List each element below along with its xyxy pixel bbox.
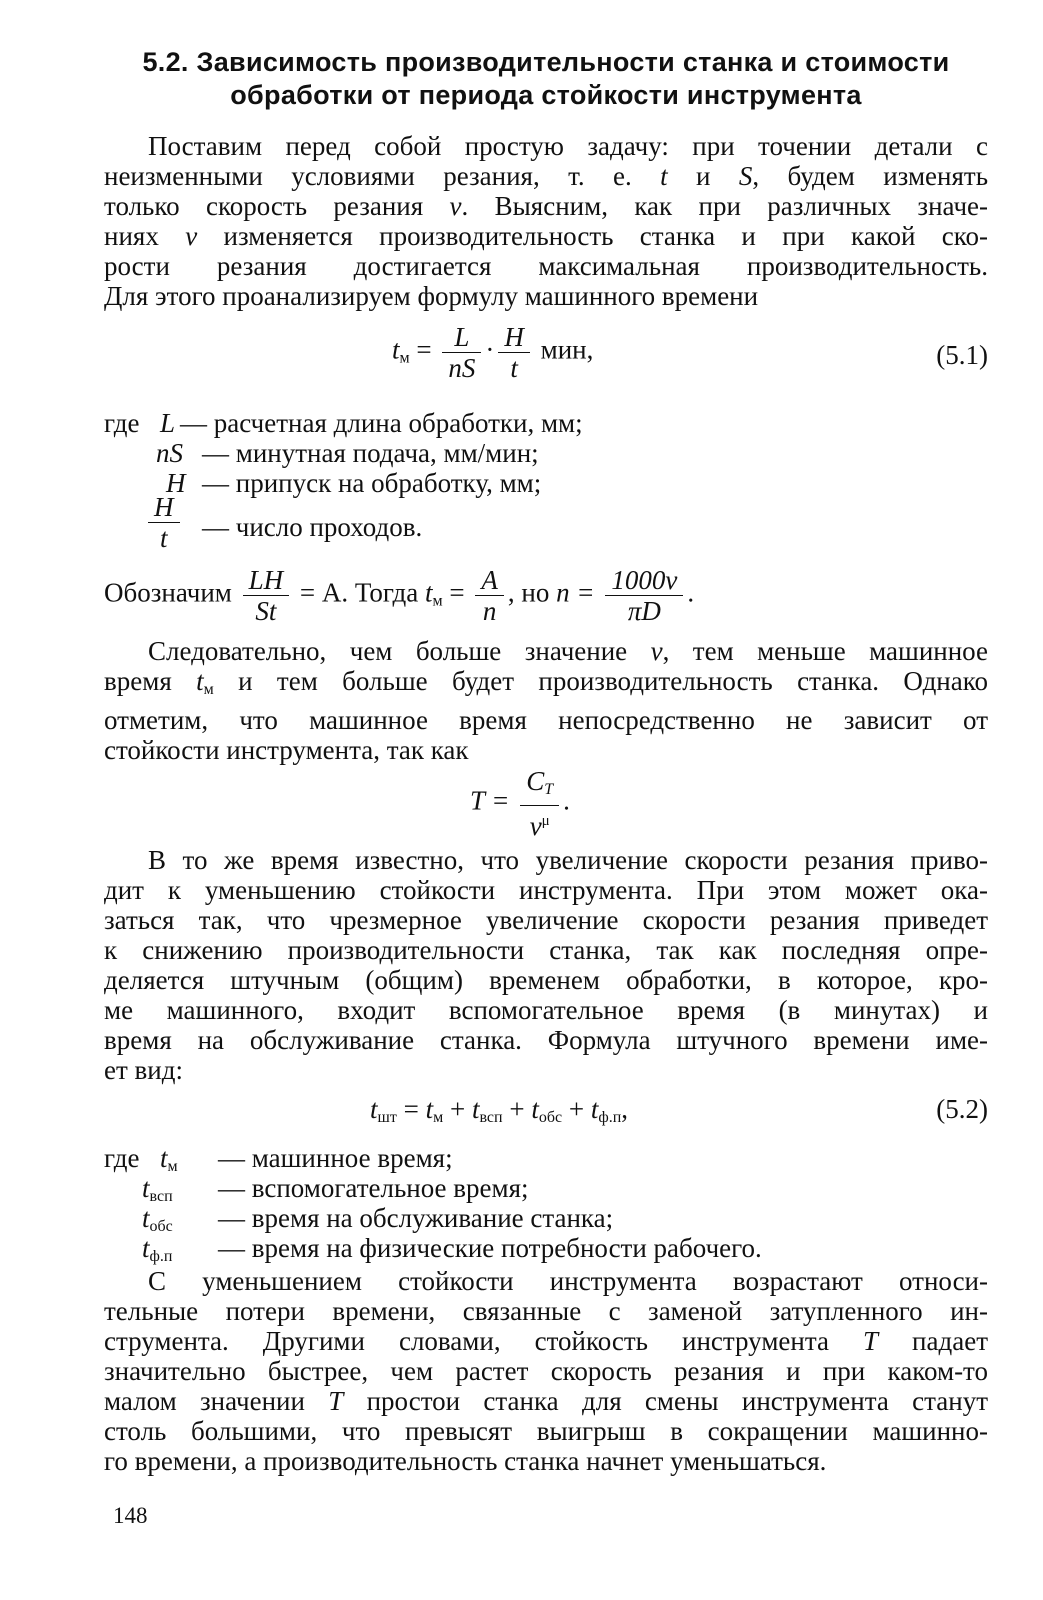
definitions-list-1: где L — расчетная длина обработки, мм; nS — минутная подача, мм/мин; H — припуск на обработку, мм; $\frac{H}{t}$ — число проходов. (104, 408, 583, 553)
definitions-list-2: где $t_м$ — машинное время; $t_{всп}$ — вспомогательное время; $t_{обс}$ — время на обслуживание станка; $t_{ф.п}$ — время на физические потребности рабочего. (104, 1143, 762, 1265)
heading-line-2: обработки от периода стойкости инструмента (230, 80, 862, 110)
paragraph-line: го времени, а производительность станка начнет уменьшаться. (104, 1446, 827, 1476)
paragraph-line: неизменными условиями резания, т. е. t и S, будем изменять (104, 161, 989, 191)
paragraph-line: Поставим перед собой простую задачу: при точении детали с (148, 131, 988, 161)
paragraph-3 (104, 845, 988, 1085)
paragraph-line: время на обслуживание станка. Формула штучного времени име- (104, 1025, 988, 1055)
paragraph-line: столь большими, что превысят выигрыш в сокращении машинно- (104, 1416, 988, 1446)
formula-tool-life: T = $\frac{C_T}{v^\mu}$ . (470, 766, 570, 841)
notation-line: Обозначим $\frac{LH}{St}$ = A. Тогда $t_м$ = $\frac{A}{n}$ , но n = $\frac{1000v}{\pi D}$ . (104, 565, 695, 626)
formula-5-2: $t_{шт} = t_м + t_{всп} + t_{обс} + t_{ф.п}$, (370, 1094, 629, 1126)
paragraph-line: малом значении T простои станка для смены инструмента станут (104, 1386, 988, 1416)
page-number: 148 (113, 1503, 148, 1528)
paragraph-line: Следовательно, чем больше значение v, тем меньше машинное (148, 636, 988, 666)
paragraph-line: время $t_м$ и тем больше будет производительность станка. Однако (104, 666, 988, 698)
equation-number-5-2: (5.2) (936, 1094, 988, 1124)
heading-line-1: 5.2. Зависимость производительности станка и стоимости (142, 47, 950, 77)
paragraph-2 (104, 636, 988, 765)
paragraph-line: дит к уменьшению стойкости инструмента. При этом может ока- (104, 875, 988, 905)
paragraph-line: заться так, что чрезмерное увеличение скорости резания приведет (104, 905, 988, 935)
paragraph-line: рости резания достигается максимальная производительность. (104, 251, 988, 281)
equation-number-5-1: (5.1) (936, 340, 988, 370)
paragraph-line: значительно быстрее, чем растет скорость резания и при каком-то (104, 1356, 988, 1386)
paragraph-line: В то же время известно, что увеличение скорости резания приво- (148, 845, 988, 875)
paragraph-line: стойкости инструмента, так как (104, 735, 469, 765)
paragraph-line: Для этого проанализируем формулу машинного времени (104, 281, 759, 311)
paragraph-line: отметим, что машинное время непосредственно не зависит от (104, 705, 988, 735)
paragraph-4 (104, 1266, 988, 1476)
section-heading (104, 46, 988, 112)
paragraph-line: только скорость резания v. Выясним, как при различных значе- (104, 191, 988, 221)
paragraph-line: С уменьшением стойкости инструмента возрастают относи- (148, 1266, 988, 1296)
paragraph-line: ме машинного, входит вспомогательное время (в минутах) и (104, 995, 988, 1025)
formula-5-1: $t_м$ = $\frac{L}{nS}$ · $\frac{H}{t}$ мин, (392, 322, 594, 383)
paragraph-line: к снижению производительности станка, так как последняя опре- (104, 935, 988, 965)
paragraph-line: струмента. Другими словами, стойкость инструмента T падает (104, 1326, 988, 1356)
paragraph-line: деляется штучным (общим) временем обработки, в которое, кро- (104, 965, 988, 995)
paragraph-line: тельные потери времени, связанные с заменой затупленного ин- (104, 1296, 988, 1326)
paragraph-line: ниях v изменяется производительность станка и при какой ско- (104, 221, 988, 251)
paragraph-1 (104, 131, 988, 311)
paragraph-line: ет вид: (104, 1055, 183, 1085)
